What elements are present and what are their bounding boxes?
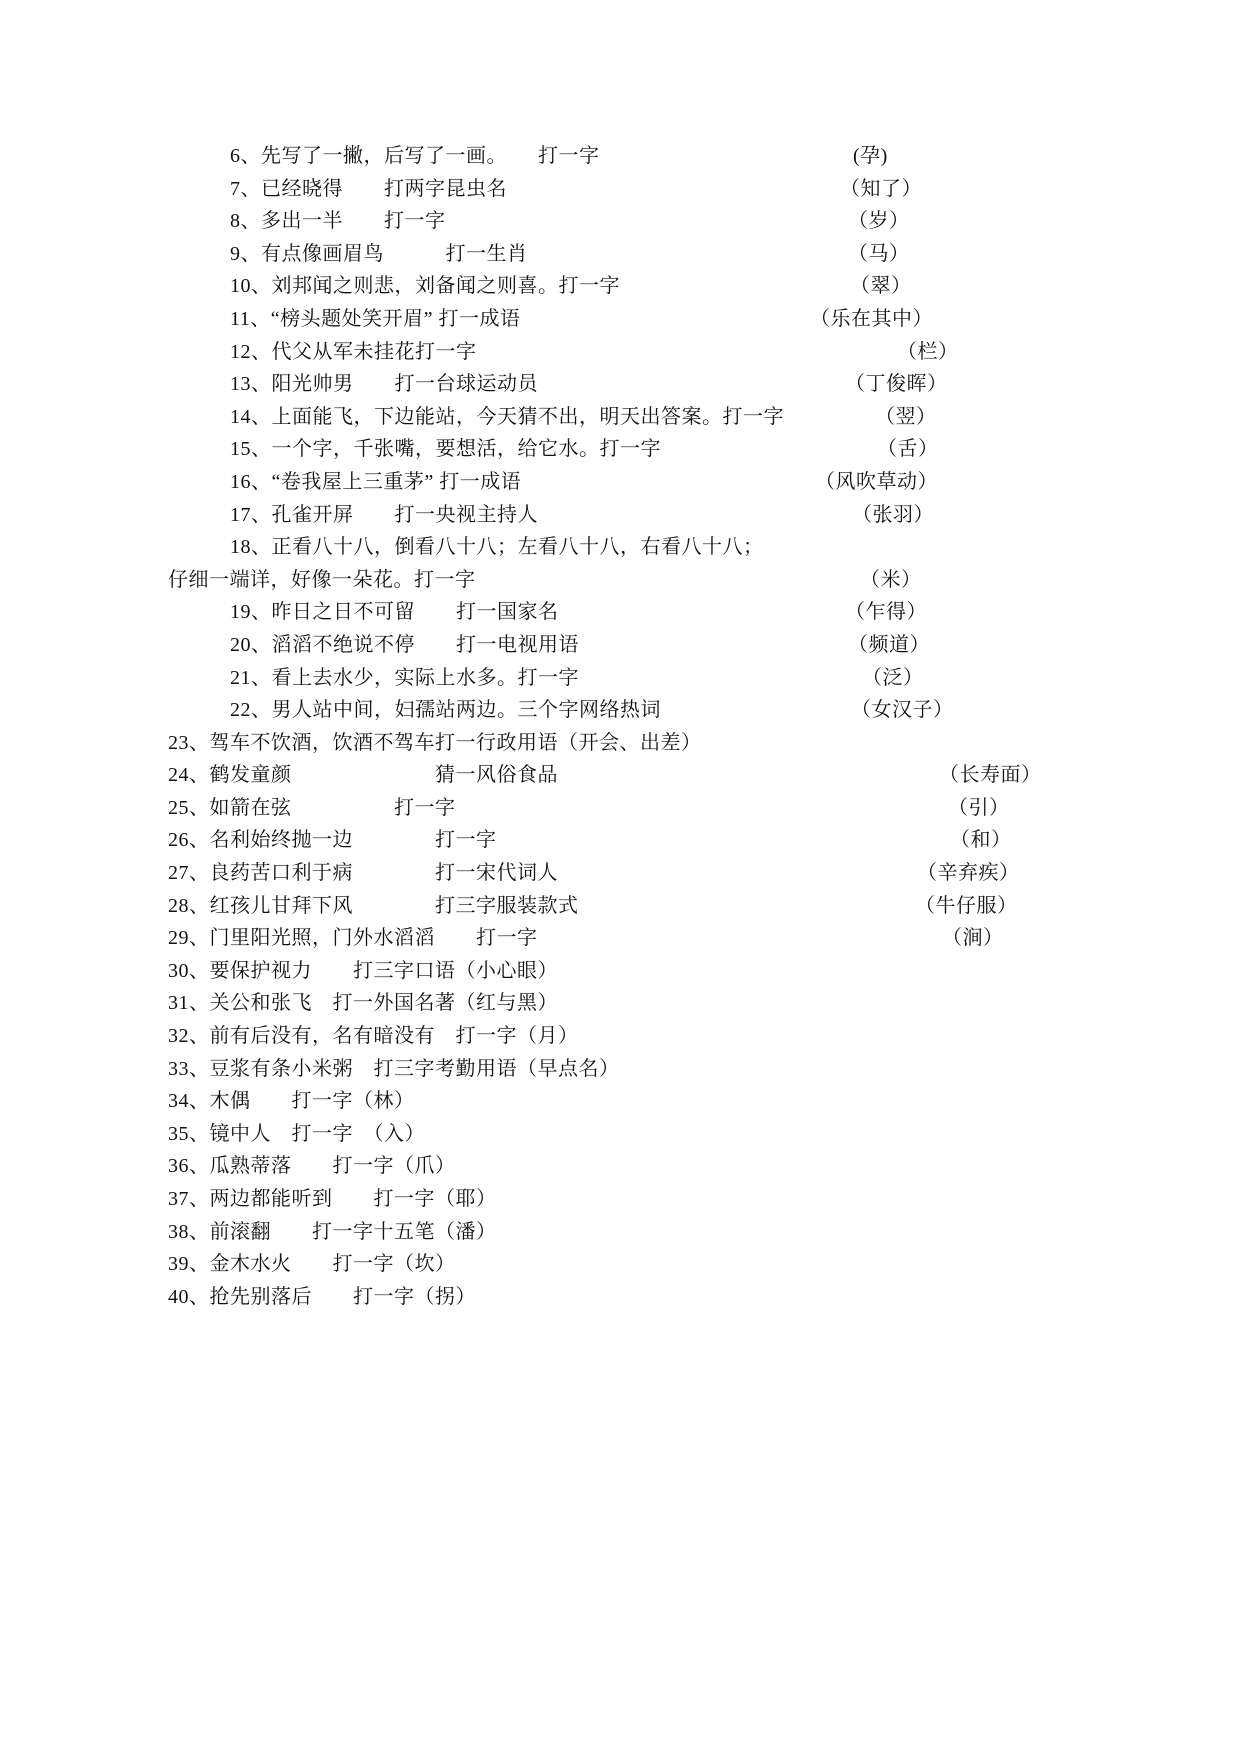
riddle-number: 7、	[230, 177, 261, 200]
riddle-answer: （乍得）	[845, 601, 927, 624]
riddle-answer: （翠）	[850, 275, 912, 298]
riddle-answer: （乐在其中）	[810, 307, 933, 330]
riddle-answer: (孕)	[853, 145, 888, 167]
riddle-answer: （长寿面）	[939, 764, 1042, 787]
riddle-line	[0, 466, 1240, 499]
riddle-line	[0, 1053, 1240, 1086]
riddle-number: 14、	[230, 405, 272, 428]
riddle-answer: （马）	[848, 242, 910, 265]
riddle-number: 8、	[230, 210, 261, 233]
riddle-answer: （辛弃疾）	[917, 862, 1020, 885]
riddle-answer: （爪）	[394, 1155, 456, 1178]
riddle-text: 先写了一撇，后写了一画。 打一字	[261, 145, 600, 167]
riddle-number: 13、	[230, 373, 272, 396]
riddle-line	[0, 890, 1240, 923]
riddle-text: 前滚翻 打一字十五笔	[209, 1220, 435, 1243]
riddle-line	[0, 596, 1240, 629]
riddle-answer: （耶）	[435, 1188, 497, 1210]
riddle-number: 24、	[168, 764, 210, 787]
riddle-text: 关公和张飞 打一外国名著	[209, 992, 456, 1015]
riddle-text: 上面能飞，下边能站，今天猜不出，明天出答案。打一字	[271, 405, 784, 428]
riddle-number: 31、	[168, 992, 210, 1015]
riddle-answer: （拐）	[414, 1285, 476, 1308]
riddle-answer: （风吹草动）	[815, 470, 938, 493]
riddle-text: 镜中人 打一字	[209, 1122, 374, 1145]
riddle-text: 滔滔不绝说不停 打一电视用语	[271, 633, 579, 656]
riddle-answer: （丁俊晖）	[845, 373, 948, 396]
riddle-line	[0, 1118, 1240, 1151]
riddle-line	[0, 238, 1240, 271]
riddle-answer: （知了）	[840, 177, 922, 200]
riddle-text: 两边都能听到 打一字	[209, 1188, 435, 1210]
riddle-line	[0, 173, 1240, 206]
riddle-number: 26、	[168, 829, 210, 852]
riddle-number: 29、	[168, 927, 210, 950]
riddle-number: 16、	[230, 470, 272, 493]
riddle-line	[0, 336, 1240, 369]
riddle-line	[0, 1020, 1240, 1053]
riddle-number: 33、	[168, 1057, 210, 1080]
riddle-number: 34、	[168, 1090, 210, 1113]
riddle-text: 看上去水少，实际上水多。打一字	[271, 666, 579, 689]
riddle-answer: （引）	[948, 796, 1010, 819]
riddle-answer: （开会、出差）	[558, 731, 702, 754]
riddle-number: 15、	[230, 438, 272, 461]
riddle-answer: （月）	[517, 1025, 579, 1048]
riddle-number: 12、	[230, 340, 272, 363]
riddle-text: 鹤发童颜 猜一风俗食品	[209, 764, 558, 787]
riddle-number: 38、	[168, 1220, 210, 1243]
riddle-text: 代父从军未挂花打一字	[271, 340, 477, 363]
riddle-line	[0, 140, 1240, 173]
riddle-answer: （小心眼）	[455, 959, 558, 982]
riddle-text: 驾车不饮酒，饮酒不驾车打一行政用语	[209, 731, 558, 754]
riddle-answer: （潘）	[435, 1220, 497, 1243]
riddle-answer: （舌）	[877, 438, 939, 461]
riddle-line	[0, 1183, 1240, 1216]
riddle-answer: （泛）	[862, 666, 924, 689]
riddle-text: 正看八十八，倒看八十八；左看八十八，右看八十八；	[271, 536, 764, 559]
riddle-line	[0, 987, 1240, 1020]
riddle-number: 40、	[168, 1285, 210, 1308]
riddle-answer: （翌）	[875, 405, 937, 428]
riddle-answer: （红与黑）	[455, 992, 558, 1015]
riddle-text: 红孩儿甘拜下风 打三字服装款式	[209, 894, 579, 917]
riddle-text: “卷我屋上三重茅” 打一成语	[271, 470, 522, 493]
riddle-number: 39、	[168, 1253, 210, 1276]
riddle-list	[0, 140, 1240, 1313]
riddle-number: 37、	[168, 1188, 210, 1210]
riddle-line	[0, 531, 1240, 564]
riddle-number: 9、	[230, 242, 261, 265]
riddle-number: 30、	[168, 959, 210, 982]
riddle-answer: （张羽）	[852, 503, 934, 526]
riddle-number: 21、	[230, 666, 272, 689]
riddle-number: 32、	[168, 1025, 210, 1048]
riddle-text: 豆浆有条小米粥 打三字考勤用语	[209, 1057, 517, 1080]
riddle-answer: （入）	[373, 1122, 425, 1145]
riddle-answer: （涧）	[942, 927, 1004, 950]
riddle-answer: （频道）	[848, 633, 930, 656]
riddle-text: 金木水火 打一字	[209, 1253, 394, 1276]
riddle-answer: （林）	[353, 1090, 415, 1113]
riddle-line	[0, 1150, 1240, 1183]
riddle-text: 男人站中间，妇孺站两边。三个字网络热词	[271, 699, 661, 722]
riddle-number: 20、	[230, 633, 272, 656]
riddle-answer: （早点名）	[517, 1057, 620, 1080]
riddle-line	[0, 759, 1240, 792]
riddle-line	[0, 303, 1240, 336]
riddle-answer: （和）	[950, 829, 1012, 852]
riddle-number: 18、	[230, 536, 272, 559]
riddle-number: 10、	[230, 275, 272, 298]
riddle-text: 仔细一端详，好像一朵花。打一字	[168, 568, 476, 591]
riddle-line	[0, 1216, 1240, 1249]
riddle-answer: （栏）	[897, 340, 959, 363]
riddle-text: 木偶 打一字	[209, 1090, 353, 1113]
riddle-text: 良药苦口利于病 打一宋代词人	[209, 862, 558, 885]
riddle-text: 前有后没有，名有暗没有 打一字	[209, 1025, 517, 1048]
riddle-answer: （岁）	[848, 210, 910, 233]
riddle-text: 名利始终抛一边 打一字	[209, 829, 497, 852]
riddle-text: 瓜熟蒂落 打一字	[209, 1155, 394, 1178]
riddle-number: 22、	[230, 699, 272, 722]
riddle-line	[0, 824, 1240, 857]
riddle-line	[0, 727, 1240, 760]
riddle-line	[0, 205, 1240, 238]
riddle-number: 19、	[230, 601, 272, 624]
riddle-line	[0, 1248, 1240, 1281]
riddle-text: 刘邦闻之则悲，刘备闻之则喜。打一字	[271, 275, 620, 298]
riddle-answer: （牛仔服）	[915, 894, 1018, 917]
riddle-line	[0, 270, 1240, 303]
riddle-line	[0, 433, 1240, 466]
riddle-number: 36、	[168, 1155, 210, 1178]
riddle-line	[0, 629, 1240, 662]
riddle-line	[0, 1085, 1240, 1118]
riddle-line	[0, 662, 1240, 695]
riddle-number: 35、	[168, 1122, 210, 1145]
riddle-line	[0, 564, 1240, 597]
riddle-line	[0, 792, 1240, 825]
riddle-line	[0, 368, 1240, 401]
riddle-line	[0, 955, 1240, 988]
riddle-number: 28、	[168, 894, 210, 917]
riddle-text: 有点像画眉鸟 打一生肖	[261, 242, 528, 265]
riddle-answer: （女汉子）	[851, 699, 954, 722]
riddle-answer: （米）	[860, 568, 922, 591]
riddle-number: 11、	[230, 307, 271, 330]
riddle-number: 23、	[168, 731, 210, 754]
riddle-number: 27、	[168, 862, 210, 885]
riddle-text: 已经晓得 打两字昆虫名	[261, 177, 507, 200]
riddle-text: “榜头题处笑开眉” 打一成语	[270, 307, 521, 330]
riddle-answer: （坎）	[394, 1253, 456, 1276]
riddle-text: 多出一半 打一字	[261, 210, 446, 233]
riddle-text: 一个字，千张嘴，要想活，给它水。打一字	[271, 438, 661, 461]
riddle-number: 17、	[230, 503, 272, 526]
riddle-text: 要保护视力 打三字口语	[209, 959, 456, 982]
riddle-line	[0, 857, 1240, 890]
riddle-text: 孔雀开屏 打一央视主持人	[271, 503, 538, 526]
riddle-text: 如箭在弦 打一字	[209, 796, 456, 819]
riddle-number: 6、	[230, 145, 261, 167]
riddle-text: 阳光帅男 打一台球运动员	[271, 373, 538, 396]
riddle-line	[0, 401, 1240, 434]
riddle-text: 昨日之日不可留 打一国家名	[271, 601, 559, 624]
riddle-number: 25、	[168, 796, 210, 819]
riddle-line	[0, 499, 1240, 532]
riddle-line	[0, 1281, 1240, 1314]
riddle-line	[0, 922, 1240, 955]
riddle-text: 抢先别落后 打一字	[209, 1285, 415, 1308]
riddle-text: 门里阳光照，门外水滔滔 打一字	[209, 927, 538, 950]
riddle-line	[0, 694, 1240, 727]
